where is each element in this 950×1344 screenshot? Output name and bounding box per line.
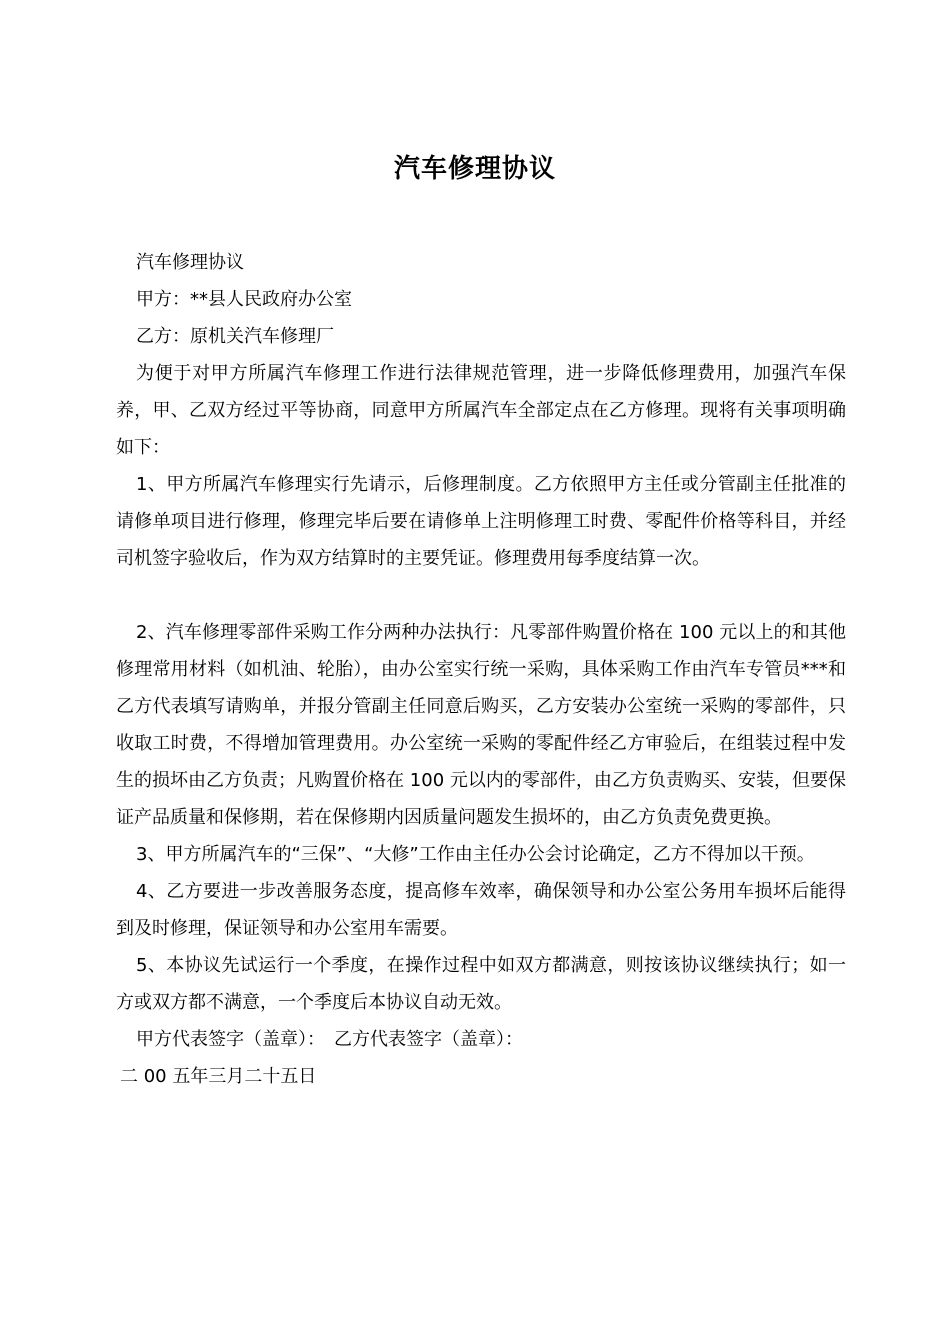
clause-1: 1、甲方所属汽车修理实行先请示，后修理制度。乙方依照甲方主任或分管副主任批准的请修单项目进行修理，修理完毕后要在请修单上注明修理工时费、零配件价格等科目，并经司机签字验收后，作为双方结算时的主要凭证。修理费用每季度结算一次。 (116, 474, 846, 569)
signature-line: 甲方代表签字（盖章）： 乙方代表签字（盖章）： (136, 1029, 523, 1050)
preamble-paragraph: 为便于对甲方所属汽车修理工作进行法律规范管理，进一步降低修理费用，加强汽车保养，甲、乙双方经过平等协商，同意甲方所属汽车全部定点在乙方修理。现将有关事项明确如下： (116, 363, 846, 458)
document-title: 汽车修理协议 (393, 154, 556, 185)
party-a: 甲方：**县人民政府办公室 (136, 289, 352, 310)
document-date: 二 00 五年三月二十五日 (120, 1066, 317, 1087)
document-body (116, 244, 846, 1095)
clause-4: 4、乙方要进一步改善服务态度，提高修车效率，确保领导和办公室公务用车损坏后能得到及时修理，保证领导和办公室用车需要。 (116, 881, 846, 939)
clause-5: 5、本协议先试运行一个季度，在操作过程中如双方都满意，则按该协议继续执行；如一方或双方都不满意，一个季度后本协议自动无效。 (116, 955, 846, 1013)
party-b: 乙方：原机关汽车修理厂 (136, 326, 334, 347)
clause-3: 3、甲方所属汽车的“三保”、“大修”工作由主任办公会讨论确定，乙方不得加以干预。 (136, 844, 815, 865)
intro-heading: 汽车修理协议 (136, 252, 244, 273)
clause-2: 2、汽车修理零部件采购工作分两种办法执行：凡零部件购置价格在 100 元以上的和其他修理常用材料（如机油、轮胎），由办公室实行统一采购，具体采购工作由汽车专管员***和乙方代表填写请购单，并报分管副主任同意后购买，乙方安装办公室统一采购的零部件，只收取工时费，不得增加管理费用。办公室统一采购的零配件经乙方审验后，在组装过程中发生的损坏由乙方负责；凡购置价格在 100 元以内的零部件，由乙方负责购买、安装，但要保证产品质量和保修期，若在保修期内因质量问题发生损坏的，由乙方负责免费更换。 (116, 622, 846, 828)
